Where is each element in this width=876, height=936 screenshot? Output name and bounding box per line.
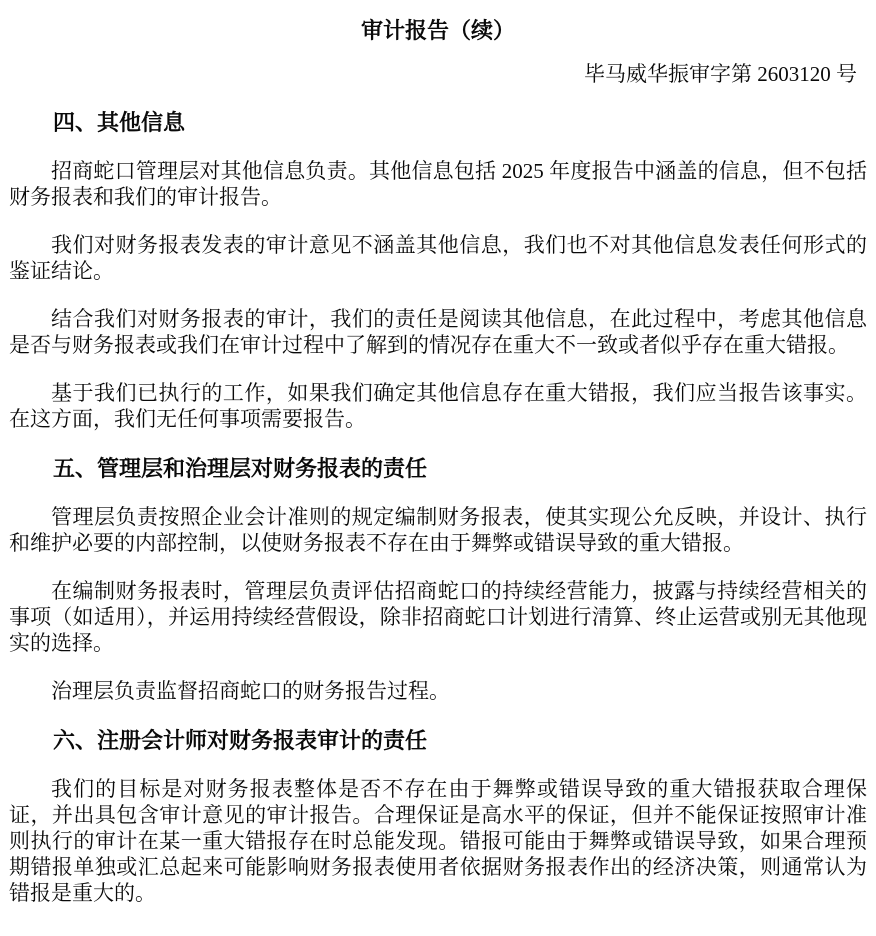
paragraph: 在编制财务报表时，管理层负责评估招商蛇口的持续经营能力，披露与持续经营相关的事项（如适用），并运用持续经营假设，除非招商蛇口计划进行清算、终止运营或别无其他现实的选择。: [9, 579, 867, 655]
section-heading-auditor-responsibility: 六、注册会计师对财务报表审计的责任: [53, 728, 428, 753]
section-heading-other-information: 四、其他信息: [53, 110, 186, 135]
document-title: 审计报告（续）: [360, 18, 515, 43]
paragraph: 治理层负责监督招商蛇口的财务报告过程。: [51, 679, 450, 703]
paragraph: 结合我们对财务报表的审计，我们的责任是阅读其他信息，在此过程中，考虑其他信息是否与财务报表或我们在审计过程中了解到的情况存在重大不一致或者似乎存在重大错报。: [9, 307, 867, 357]
section-heading-management-responsibility: 五、管理层和治理层对财务报表的责任: [53, 456, 428, 481]
paragraph: 我们的目标是对财务报表整体是否不存在由于舞弊或错误导致的重大错报获取合理保证，并出具包含审计意见的审计报告。合理保证是高水平的保证，但并不能保证按照审计准则执行的审计在某一重大错报存在时总能发现。错报可能由于舞弊或错误导致，如果合理预期错报单独或汇总起来可能影响财务报表使用者依据财务报表作出的经济决策，则通常认为错报是重大的。: [9, 777, 867, 905]
paragraph: 管理层负责按照企业会计准则的规定编制财务报表，使其实现公允反映，并设计、执行和维护必要的内部控制，以使财务报表不存在由于舞弊或错误导致的重大错报。: [9, 505, 867, 555]
paragraph: 基于我们已执行的工作，如果我们确定其他信息存在重大错报，我们应当报告该事实。在这方面，我们无任何事项需要报告。: [9, 381, 867, 431]
paragraph: 我们对财务报表发表的审计意见不涵盖其他信息，我们也不对其他信息发表任何形式的鉴证结论。: [9, 233, 867, 283]
paragraph: 招商蛇口管理层对其他信息负责。其他信息包括 2025 年度报告中涵盖的信息，但不包括财务报表和我们的审计报告。: [9, 159, 867, 209]
report-reference-number: 毕马威华振审字第 2603120 号: [584, 62, 857, 86]
